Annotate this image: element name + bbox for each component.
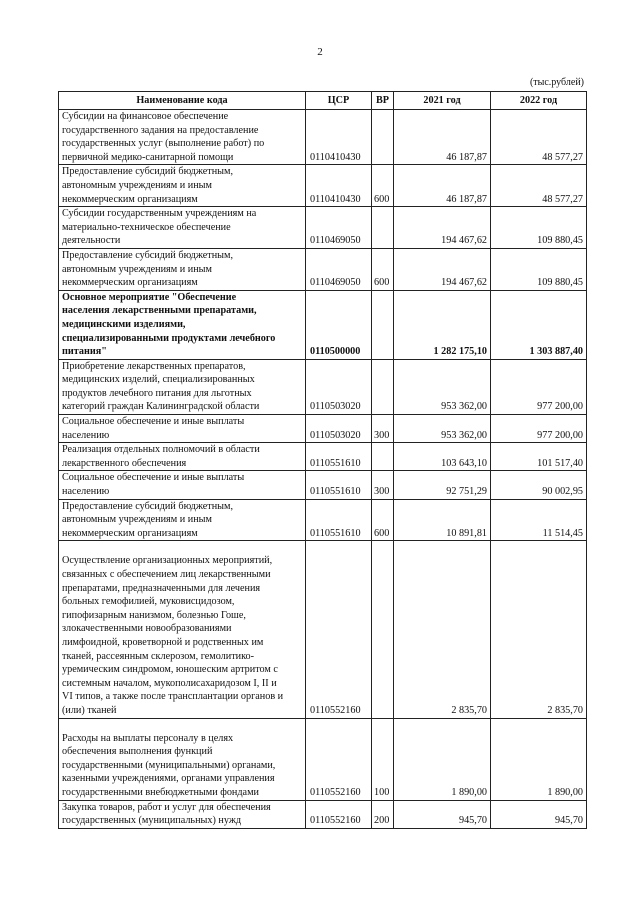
row-vr (372, 290, 394, 359)
row-csr: 0110410430 (306, 110, 372, 165)
row-amount-2022: 109 880,45 (491, 207, 587, 249)
table-row (59, 415, 587, 443)
table-row (59, 359, 587, 414)
row-name: Субсидии государственным учреждениям на материально-техническое обеспечение деятельности (59, 207, 306, 249)
table-row (59, 248, 587, 290)
table-row (59, 443, 587, 471)
row-vr: 600 (372, 499, 394, 541)
table-row (59, 718, 587, 800)
row-amount-2021: 2 835,70 (394, 541, 491, 718)
row-amount-2021: 1 890,00 (394, 718, 491, 800)
header-vr: ВР (372, 92, 394, 110)
row-vr: 600 (372, 165, 394, 207)
row-name: Социальное обеспечение и иные выплаты населению (59, 415, 306, 443)
row-csr: 0110552160 (306, 541, 372, 718)
row-amount-2022: 48 577,27 (491, 165, 587, 207)
header-2022: 2022 год (491, 92, 587, 110)
row-amount-2021: 945,70 (394, 800, 491, 828)
row-amount-2022: 1 890,00 (491, 718, 587, 800)
table-row (59, 165, 587, 207)
row-amount-2022: 977 200,00 (491, 415, 587, 443)
row-csr: 0110503020 (306, 415, 372, 443)
row-csr: 0110552160 (306, 800, 372, 828)
row-name: Основное мероприятие "Обеспечение населения лекарственными препаратами, медицинскими изделиями, специализированными продуктами лечебного питания" (59, 290, 306, 359)
row-name: Реализация отдельных полномочий в области лекарственного обеспечения (59, 443, 306, 471)
header-2021: 2021 год (394, 92, 491, 110)
row-vr: 600 (372, 248, 394, 290)
table-row (59, 290, 587, 359)
row-vr (372, 207, 394, 249)
header-name: Наименование кода (59, 92, 306, 110)
row-vr (372, 443, 394, 471)
row-amount-2022: 945,70 (491, 800, 587, 828)
row-csr: 0110469050 (306, 248, 372, 290)
table-row (59, 541, 587, 718)
row-name: Расходы на выплаты персоналу в целях обеспечения выполнения функций государственными (муниципальными) органами, казенными учреждениями, органами управления государственными внебюджетными фондами (59, 718, 306, 800)
row-csr: 0110469050 (306, 207, 372, 249)
row-name: Предоставление субсидий бюджетным, автономным учреждениям и иным некоммерческим организациям (59, 499, 306, 541)
row-amount-2021: 1 282 175,10 (394, 290, 491, 359)
table-row (59, 499, 587, 541)
row-amount-2021: 103 643,10 (394, 443, 491, 471)
row-amount-2022: 109 880,45 (491, 248, 587, 290)
row-vr: 300 (372, 471, 394, 499)
units-label: (тыс.рублей) (529, 77, 584, 88)
table-row (59, 471, 587, 499)
row-vr (372, 359, 394, 414)
row-amount-2022: 977 200,00 (491, 359, 587, 414)
table-header-row (59, 92, 587, 110)
row-vr: 200 (372, 800, 394, 828)
row-amount-2021: 92 751,29 (394, 471, 491, 499)
row-vr (372, 110, 394, 165)
row-name: Субсидии на финансовое обеспечение государственного задания на предоставление государственных услуг (выполнение работ) по первичной медико-санитарной помощи (59, 110, 306, 165)
row-name: Приобретение лекарственных препаратов, медицинских изделий, специализированных продуктов лечебного питания для льготных категорий граждан Калининградской области (59, 359, 306, 414)
table-row (59, 207, 587, 249)
row-amount-2022: 48 577,27 (491, 110, 587, 165)
row-name: Социальное обеспечение и иные выплаты населению (59, 471, 306, 499)
row-amount-2021: 46 187,87 (394, 165, 491, 207)
row-amount-2022: 101 517,40 (491, 443, 587, 471)
row-csr: 0110500000 (306, 290, 372, 359)
row-name: Осуществление организационных мероприятий, связанных с обеспечением лиц лекарственными препаратами, предназначенными для лечения больных гемофилией, муковисцидозом, гипофизарным нанизмом, болезнью Гоше, злокачественными новообразованиями лимфоидной, кроветворной и родственных им тканей, рассеянным склерозом, гемолитико- уремическим синдромом, юношеским артритом с системным началом, мукополисахаридозом I, II и VI типов, а также после трансплантации органов и (или) тканей (59, 541, 306, 718)
row-amount-2021: 194 467,62 (394, 207, 491, 249)
budget-table (58, 91, 587, 829)
row-amount-2022: 11 514,45 (491, 499, 587, 541)
row-csr: 0110551610 (306, 443, 372, 471)
row-csr: 0110551610 (306, 499, 372, 541)
row-name: Предоставление субсидий бюджетным, автономным учреждениям и иным некоммерческим организациям (59, 248, 306, 290)
row-csr: 0110552160 (306, 718, 372, 800)
row-vr: 100 (372, 718, 394, 800)
table-row (59, 110, 587, 165)
page-number: 2 (317, 46, 323, 58)
row-name: Предоставление субсидий бюджетным, автономным учреждениям и иным некоммерческим организациям (59, 165, 306, 207)
row-amount-2021: 46 187,87 (394, 110, 491, 165)
header-csr: ЦСР (306, 92, 372, 110)
row-amount-2021: 10 891,81 (394, 499, 491, 541)
row-amount-2021: 953 362,00 (394, 415, 491, 443)
row-amount-2022: 90 002,95 (491, 471, 587, 499)
row-csr: 0110503020 (306, 359, 372, 414)
table-row (59, 800, 587, 828)
row-amount-2021: 953 362,00 (394, 359, 491, 414)
row-name: Закупка товаров, работ и услуг для обеспечения государственных (муниципальных) нужд (59, 800, 306, 828)
row-vr: 300 (372, 415, 394, 443)
row-amount-2021: 194 467,62 (394, 248, 491, 290)
row-amount-2022: 2 835,70 (491, 541, 587, 718)
row-csr: 0110410430 (306, 165, 372, 207)
row-vr (372, 541, 394, 718)
row-amount-2022: 1 303 887,40 (491, 290, 587, 359)
row-csr: 0110551610 (306, 471, 372, 499)
